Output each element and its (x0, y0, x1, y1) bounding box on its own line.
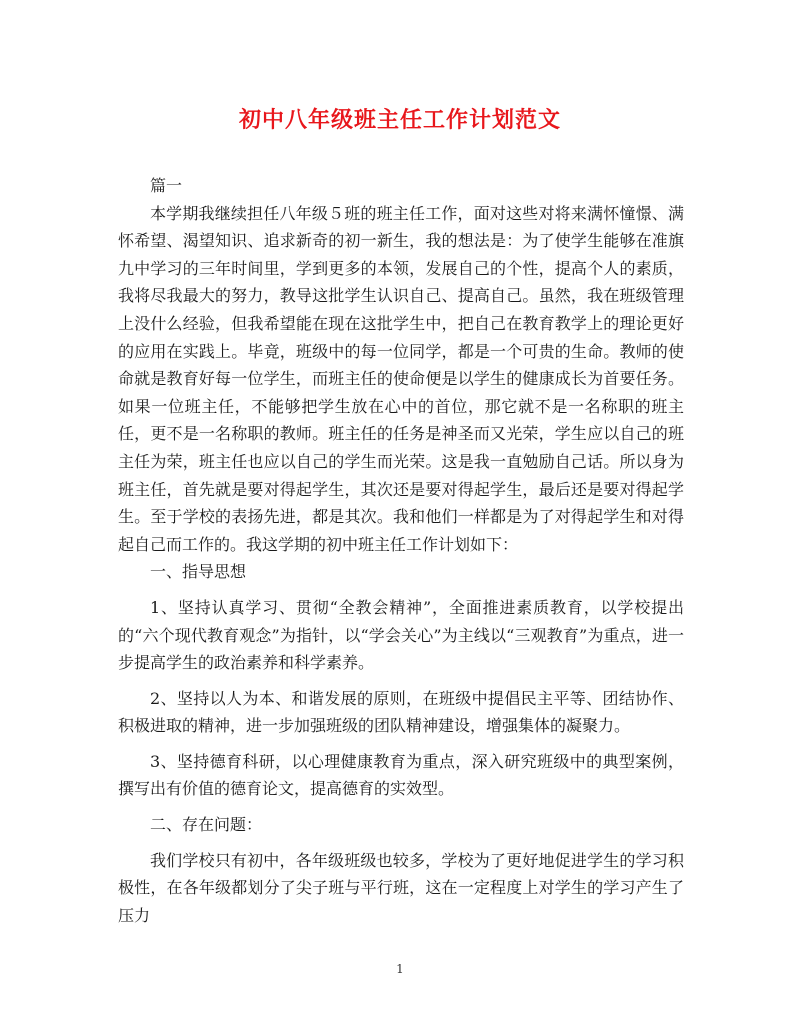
heading-existing-problems: 二、存在问题： (150, 815, 263, 835)
section-label: 篇一 (150, 176, 183, 195)
document-body (118, 172, 684, 929)
document-title: 初中八年级班主任工作计划范文 (238, 107, 561, 133)
guideline-item-1: 1、坚持认真学习、贯彻“全教会精神”，全面推进素质教育，以学校提出的“六个现代教育观念”为指针，以“学会关心”为主线以“三观教育”为重点，进一步提高学生的政治素养和科学素养。 (118, 597, 684, 673)
problems-paragraph: 我们学校只有初中，各年级班级也较多，学校为了更好地促进学生的学习积极性，在各年级都划分了尖子班与平行班，这在一定程度上对学生的学习产生了压力 (118, 850, 684, 925)
intro-paragraph: 本学期我继续担任八年级５班的班主任工作，面对这些对将来满怀憧憬、满怀希望、渴望知识、追求新奇的初一新生，我的想法是：为了使学生能够在准旗九中学习的三年时间里，学到更多的本领，发展自己的个性，提高个人的素质，我将尽我最大的努力，教导这批学生认识自己、提高自己。虽然，我在班级管理上没什么经验，但我希望能在现在这批学生中，把自己在教育教学上的理论更好的应用在实践上。毕竟，班级中的每一位同学，都是一个可贵的生命。教师的使命就是教育好每一位学生，而班主任的使命便是以学生的健康成长为首要任务。如果一位班主任，不能够把学生放在心中的首位，那它就不是一名称职的班主任，更不是一名称职的教师。班主任的任务是神圣而又光荣，学生应以自己的班主任为荣，班主任也应以自己的学生而光荣。这是我一直勉励自己话。所以身为班主任，首先就是要对得起学生，其次还是要对得起学生，最后还是要对得起学生。至于学校的表扬先进，都是其次。我和他们一样都是为了对得起学生和对得起自己而工作的。我这学期的初中班主任工作计划如下： (118, 203, 684, 554)
heading-guiding-ideology: 一、指导思想 (150, 562, 247, 582)
page-number: 1 (396, 962, 404, 976)
guideline-item-3: 3、坚持德育科研，以心理健康教育为重点，深入研究班级中的典型案例，撰写出有价值的德育论文，提高德育的实效型。 (118, 751, 684, 799)
guideline-item-2: 2、坚持以人为本、和谐发展的原则，在班级中提倡民主平等、团结协作、积极进取的精神，进一步加强班级的团队精神建设，增强集体的凝聚力。 (118, 688, 684, 736)
